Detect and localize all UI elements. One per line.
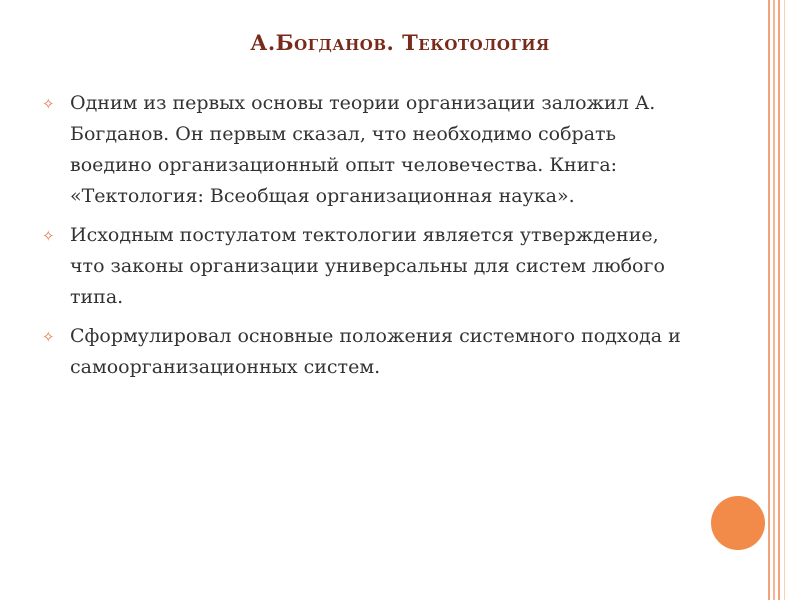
- bullet-text: Исходным постулатом тектологии является утверждение, что законы организации универсальны для систем любого типа.: [70, 224, 665, 308]
- hollow-diamond-bullet-icon: ✧: [42, 95, 55, 113]
- bullet-text: Сформулировал основные положения системного подхода и самоорганизационных систем.: [70, 325, 681, 378]
- decorative-stripe: [768, 0, 770, 600]
- decorative-stripe: [778, 0, 780, 600]
- list-item: [42, 88, 692, 212]
- decorative-stripe: [784, 0, 785, 600]
- decorative-stripe: [773, 0, 775, 600]
- bullet-text: Одним из первых основы теории организации заложил А. Богданов. Он первым сказал, что необходимо собрать воедино организационный опыт человечества. Книга: «Тектология: Всеобщая организационная наука».: [70, 92, 656, 207]
- decorative-circle: [711, 496, 765, 550]
- slide-title: А.Богданов. Текотология: [250, 30, 550, 55]
- list-item: [42, 220, 692, 313]
- bullet-list: [42, 88, 692, 391]
- hollow-diamond-bullet-icon: ✧: [42, 227, 55, 245]
- list-item: [42, 321, 692, 383]
- hollow-diamond-bullet-icon: ✧: [42, 328, 55, 346]
